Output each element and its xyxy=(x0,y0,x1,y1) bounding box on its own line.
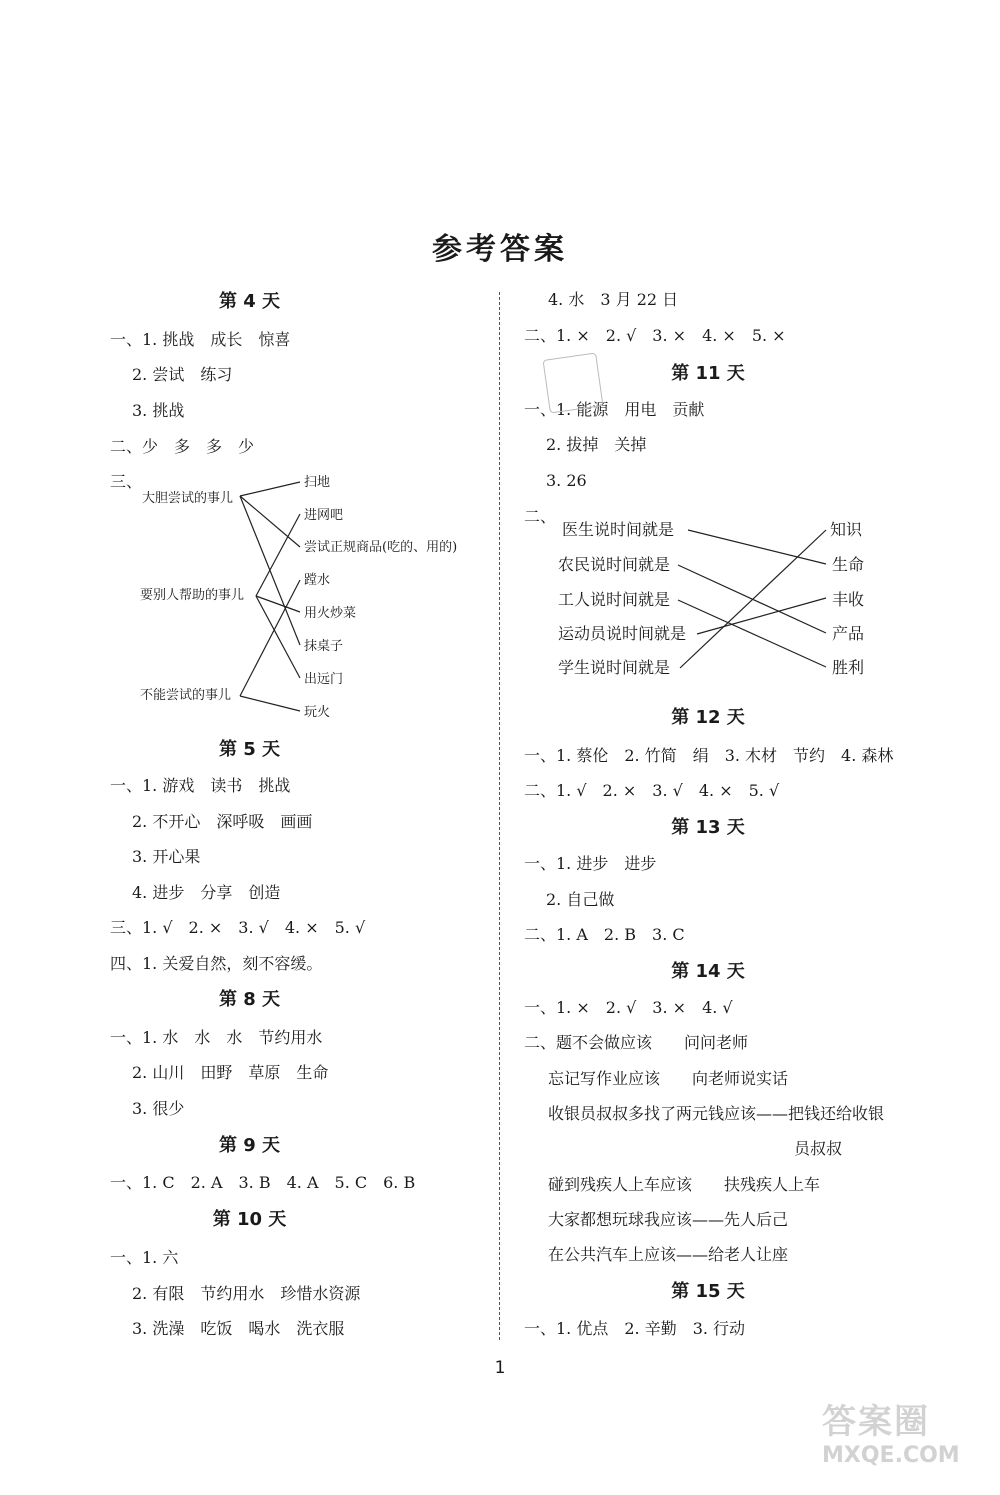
day4-line xyxy=(240,496,300,645)
day4-line xyxy=(256,514,300,596)
day12-q2: 二、1. √ 2. × 3. √ 4. × 5. √ xyxy=(524,781,780,800)
day11-line xyxy=(688,530,826,564)
day11-line xyxy=(680,530,826,668)
day4-q1-1: 一、1. 挑战 成长 惊喜 xyxy=(110,330,291,349)
day5-q3: 三、1. √ 2. × 3. √ 4. × 5. √ xyxy=(110,918,366,937)
page-title: 参考答案 xyxy=(432,232,568,267)
day14-q2-3-cont: 员叔叔 xyxy=(794,1139,843,1158)
day5-q1-4: 4. 进步 分享 创造 xyxy=(132,883,281,902)
day4-match-left-1: 大胆尝试的事儿 xyxy=(142,491,234,506)
day11-match-right-5: 胜利 xyxy=(832,658,865,677)
day13-q1-2: 2. 自己做 xyxy=(546,890,615,909)
day11-match-left-5: 学生说时间就是 xyxy=(558,658,671,677)
day11-match-right-2: 生命 xyxy=(832,555,865,574)
day11-match-left-2: 农民说时间就是 xyxy=(558,555,671,574)
day4-q3-label: 三、 xyxy=(110,472,143,491)
day10-q2: 二、1. × 2. √ 3. × 4. × 5. × xyxy=(524,326,786,345)
day5-q1-2: 2. 不开心 深呼吸 画画 xyxy=(132,812,313,831)
day14-q2-3: 收银员叔叔多找了两元钱应该——把钱还给收银 xyxy=(548,1104,885,1123)
day14-q2-5: 大家都想玩球我应该——先人后己 xyxy=(548,1210,789,1229)
day11-match-left-4: 运动员说时间就是 xyxy=(558,624,687,643)
day11-match-right-1: 知识 xyxy=(830,520,863,539)
day14-q2-4: 碰到残疾人上车应该 扶残疾人上车 xyxy=(548,1175,821,1194)
day5-q1-1: 一、1. 游戏 读书 挑战 xyxy=(110,776,291,795)
day4-line xyxy=(240,496,300,547)
day4-line xyxy=(256,596,300,612)
column-divider xyxy=(499,292,500,1340)
day10-heading: 第 10 天 xyxy=(212,1209,287,1230)
day8-q1-3: 3. 很少 xyxy=(132,1099,185,1118)
stamp-mark xyxy=(543,353,604,414)
day11-line xyxy=(678,600,826,667)
day14-q1: 一、1. × 2. √ 3. × 4. √ xyxy=(524,998,733,1017)
day4-q1-2: 2. 尝试 练习 xyxy=(132,365,233,384)
day9-heading: 第 9 天 xyxy=(218,1135,281,1156)
day11-q1-2: 2. 拔掉 关掉 xyxy=(546,435,647,454)
day4-line xyxy=(240,482,300,496)
day5-q1-3: 3. 开心果 xyxy=(132,847,201,866)
day8-heading: 第 8 天 xyxy=(218,989,281,1010)
day4-match-right-6: 抹桌子 xyxy=(304,639,344,654)
day11-match-left-1: 医生说时间就是 xyxy=(562,520,675,539)
day13-heading: 第 13 天 xyxy=(671,817,745,838)
day11-heading: 第 11 天 xyxy=(671,363,745,384)
day14-q2-2: 忘记写作业应该 向老师说实话 xyxy=(548,1069,789,1088)
day4-match-right-7: 出远门 xyxy=(304,672,344,687)
day11-q1-3: 3. 26 xyxy=(546,471,587,490)
day10-q1-2: 2. 有限 节约用水 珍惜水资源 xyxy=(132,1284,361,1303)
day4-match-right-5: 用火炒菜 xyxy=(304,606,357,621)
watermark-url: MXQE.COM xyxy=(822,1443,960,1468)
day4-match-right-8: 玩火 xyxy=(304,705,331,720)
day4-match-right-3: 尝试正规商品(吃的、用的) xyxy=(304,540,458,555)
day5-heading: 第 5 天 xyxy=(218,739,281,760)
day10-q1-1: 一、1. 六 xyxy=(110,1248,179,1267)
day4-match-right-2: 进网吧 xyxy=(304,508,344,523)
day4-line xyxy=(256,596,300,678)
day15-q1: 一、1. 优点 2. 辛勤 3. 行动 xyxy=(524,1319,746,1338)
day15-heading: 第 15 天 xyxy=(671,1281,745,1302)
day4-line xyxy=(240,696,300,711)
day11-match-left-3: 工人说时间就是 xyxy=(558,590,671,609)
day10-q1-3: 3. 洗澡 吃饭 喝水 洗衣服 xyxy=(132,1319,345,1338)
day14-heading: 第 14 天 xyxy=(671,961,745,982)
day4-match-left-2: 要别人帮助的事儿 xyxy=(140,588,245,603)
site-watermark xyxy=(822,1402,982,1484)
day12-q1: 一、1. 蔡伦 2. 竹简 绢 3. 木材 节约 4. 森林 xyxy=(524,746,894,765)
day4-q1-3: 3. 挑战 xyxy=(132,401,185,420)
day11-line xyxy=(678,565,826,633)
day4-heading: 第 4 天 xyxy=(218,291,281,312)
day4-match-right-1: 扫地 xyxy=(304,475,331,490)
day13-q2: 二、1. A 2. B 3. C xyxy=(524,925,685,944)
day11-match-right-3: 丰收 xyxy=(832,590,865,609)
day8-q1-1: 一、1. 水 水 水 节约用水 xyxy=(110,1028,323,1047)
day8-q1-2: 2. 山川 田野 草原 生命 xyxy=(132,1063,329,1082)
day14-q2-6: 在公共汽车上应该——给老人让座 xyxy=(548,1245,789,1264)
day11-q1-1: 一、1. 能源 用电 贡献 xyxy=(524,400,705,419)
day4-q2: 二、少 多 多 少 xyxy=(110,437,255,456)
day4-match-right-4: 蹚水 xyxy=(304,573,331,588)
day10-q1-4: 4. 水 3 月 22 日 xyxy=(548,290,679,309)
day4-line xyxy=(240,580,300,696)
page-number: 1 xyxy=(494,1358,506,1378)
day13-q1-1: 一、1. 进步 进步 xyxy=(524,854,657,873)
day12-heading: 第 12 天 xyxy=(671,707,745,728)
watermark-logo-text: 答案圈 xyxy=(822,1402,930,1442)
day4-match-left-3: 不能尝试的事儿 xyxy=(140,688,232,703)
day11-q2-label: 二、 xyxy=(524,507,557,526)
day11-match-right-4: 产品 xyxy=(832,624,865,643)
day5-q4: 四、1. 关爱自然，刻不容缓。 xyxy=(110,954,323,973)
day11-line xyxy=(697,598,826,634)
day14-q2-1: 二、题不会做应该 问问老师 xyxy=(524,1033,749,1052)
day9-q1: 一、1. C 2. A 3. B 4. A 5. C 6. B xyxy=(110,1173,416,1192)
